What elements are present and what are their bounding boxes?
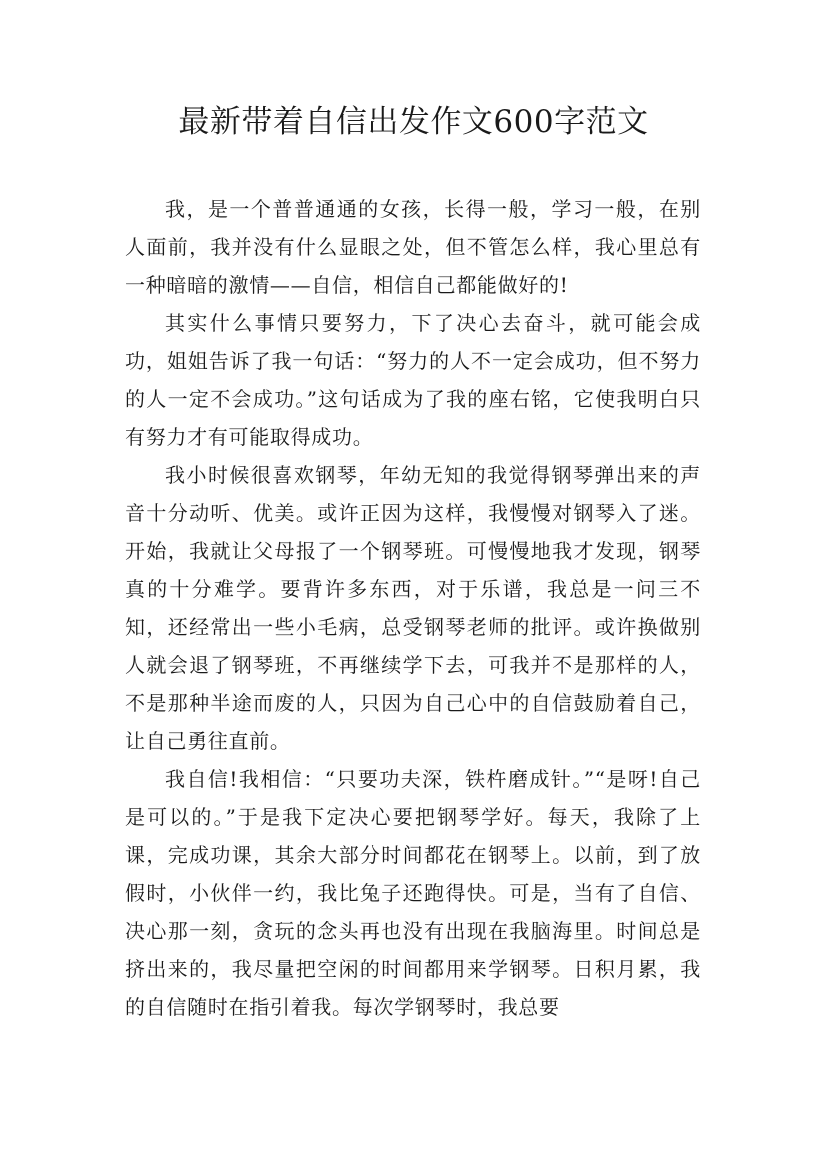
paragraph-4: 我自信!我相信：“只要功夫深，铁杵磨成针。”“是呀!自己是可以的。”于是我下定决心要把钢琴学好。每天，我除了上课，完成功课，其余大部分时间都花在钢琴上。以前，到了放假时，小伙伴一约，我比兔子还跑得快。可是，当有了自信、决心那一刻，贪玩的念头再也没有出现在我脑海里。时间总是挤出来的，我尽量把空闲的时间都用来学钢琴。日积月累，我的自信随时在指引着我。每次学钢琴时，我总要 — [125, 767, 701, 1019]
paragraph-2: 其实什么事情只要努力，下了决心去奋斗，就可能会成功，姐姐告诉了我一句话：“努力的人不一定会成功，但不努力的人一定不会成功。”这句话成为了我的座右铭，它使我明白只有努力才有可能取得成功。 — [125, 311, 701, 449]
paragraph-3: 我小时候很喜欢钢琴，年幼无知的我觉得钢琴弹出来的声音十分动听、优美。或许正因为这样，我慢慢对钢琴入了迷。开始，我就让父母报了一个钢琴班。可慢慢地我才发现，钢琴真的十分难学。要背许多东西，对于乐谱，我总是一问三不知，还经常出一些小毛病，总受钢琴老师的批评。或许换做别人就会退了钢琴班，不再继续学下去，可我并不是那样的人，不是那种半途而废的人，只因为自己心中的自信鼓励着自己，让自己勇往直前。 — [125, 463, 701, 753]
paragraph-1: 我，是一个普普通通的女孩，长得一般，学习一般，在别人面前，我并没有什么显眼之处，但不管怎么样，我心里总有一种暗暗的激情——自信，相信自己都能做好的! — [125, 197, 701, 297]
document-body — [125, 190, 701, 1026]
document-title: 最新带着自信出发作文600字范文 — [178, 104, 649, 140]
